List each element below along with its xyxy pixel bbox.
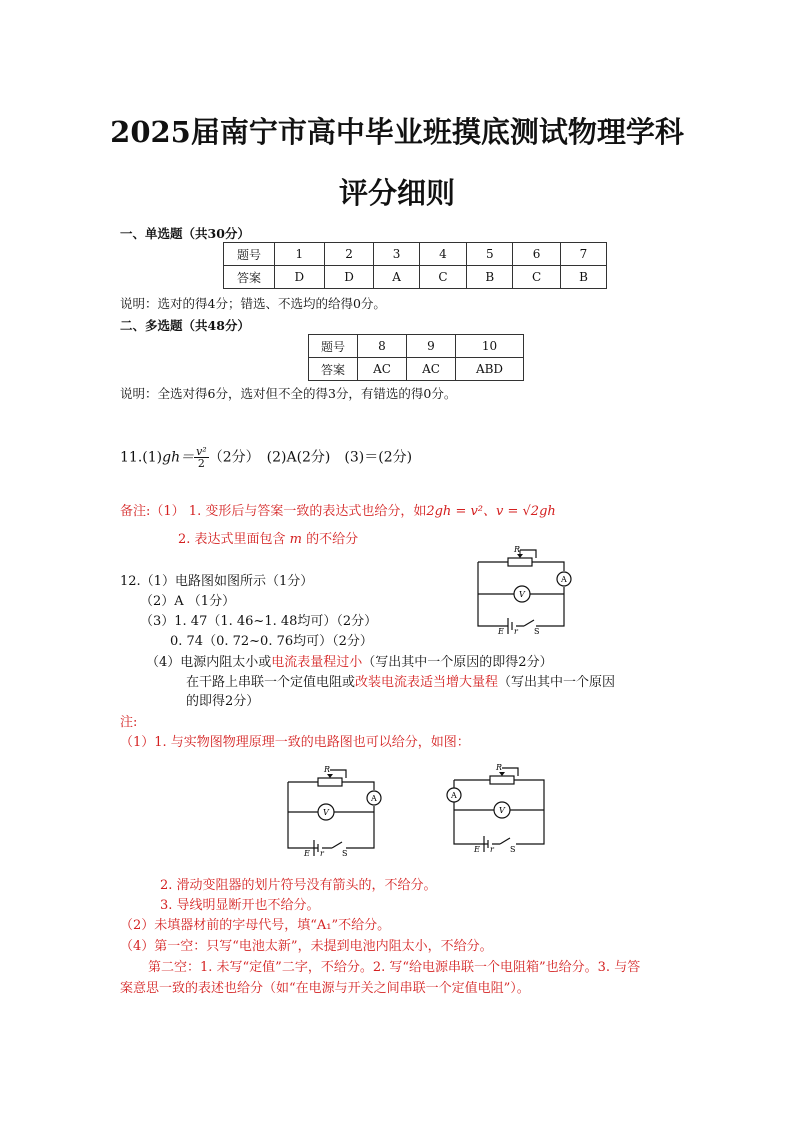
table-row (224, 243, 607, 266)
q12-line5-b: （写出其中一个原因的即得2分） (362, 655, 553, 670)
q12-line6-red: 改装电流表适当增大量程 (355, 675, 499, 690)
q12-line4: 0. 74（0. 72~0. 76均可）（2分） (170, 634, 373, 649)
notes-item-4: （2）未填器材前的字母代号，填“A₁”不给分。 (120, 918, 391, 933)
table-cell: 7 (560, 243, 606, 266)
q12-line6 (186, 671, 615, 690)
table-cell: 6 (513, 243, 561, 266)
switch-label: S (534, 627, 540, 636)
notes-item-3: 3. 导线明显断开也不给分。 (160, 898, 320, 913)
table-cell: B (560, 266, 606, 289)
emf-label: E (474, 845, 480, 854)
q11-remark1-text: 1. 变形后与答案一致的表达式也给分，如 (188, 504, 427, 519)
circuit-diagram-alt-1 (280, 760, 390, 860)
page-subtitle: 评分细则 (338, 176, 455, 210)
q12-line6-a: 在干路上串联一个定值电阻或 (186, 675, 356, 690)
circuit-diagram-main (468, 544, 578, 636)
section1-note: 说明：选对的得4分；错选、不选均的给得0分。 (120, 296, 386, 311)
internal-resistance-label: r (514, 627, 518, 636)
table-answer-label: 答案 (224, 266, 275, 289)
table-cell: C (419, 266, 467, 289)
circuit-r-label: R (496, 763, 503, 772)
table-cell: D (324, 266, 374, 289)
page-title: 2025届南宁市高中毕业班摸底测试物理学科 (110, 115, 684, 149)
q11-frac-den: 2 (197, 457, 205, 470)
q12-line5 (146, 651, 553, 670)
q11-rest: （2分） (2)A(2分) (3)＝(2分) (208, 449, 413, 466)
notes-item-1: （1）1. 与实物图物理原理一致的电路图也可以给分，如图： (120, 735, 470, 750)
ammeter-label: A (561, 575, 567, 584)
table-cell: AC (407, 358, 456, 381)
table-header-label: 题号 (309, 335, 358, 358)
circuit-r-label: R (514, 545, 521, 554)
voltmeter-label: V (499, 806, 505, 815)
table-cell: 1 (275, 243, 325, 266)
table-cell: 2 (324, 243, 374, 266)
table-cell: 9 (407, 335, 456, 358)
q11-remark1 (120, 500, 556, 519)
q11-remark2-pre: 2. 表达式里面包含 (178, 532, 290, 547)
notes-item-6: 第二空：1. 未写“定值”二字，不给分。2. 写“给电源串联一个电阻箱”也给分。3. 与答 (148, 960, 641, 975)
table-answer-label: 答案 (309, 358, 358, 381)
q12-line7: 的即得2分） (186, 694, 260, 709)
q11-remark2-var: m (289, 532, 302, 547)
q11-remark2-post: 的不给分 (302, 532, 359, 547)
q12-line5-red: 电流表量程过小 (271, 655, 363, 670)
q12-line2: （2）A （1分） (140, 594, 236, 609)
q11-remark-label: 备注:（1） (120, 504, 185, 519)
section1-heading: 一、单选题（共30分） (120, 226, 250, 241)
q11-lhs: gh＝ (162, 449, 195, 466)
section2-note: 说明：全选对得6分，选对但不全的得3分，有错选的得0分。 (120, 386, 457, 401)
notes-item-5: （4）第一空：只写“电池太新”，未提到电池内阻太小，不给分。 (120, 939, 493, 954)
table-row (309, 335, 524, 358)
table-cell: ABD (456, 358, 524, 381)
notes-item-2: 2. 滑动变阻器的划片符号没有箭头的，不给分。 (160, 878, 437, 893)
q12-line5-a: （4）电源内阻太小或 (146, 655, 272, 670)
internal-resistance-label: r (320, 849, 324, 858)
q12-line1: 12.（1）电路图如图所示（1分） (120, 574, 314, 589)
table-cell: B (467, 266, 513, 289)
q12-line3: （3）1. 47（1. 46~1. 48均可）（2分） (140, 614, 378, 629)
switch-label: S (510, 845, 516, 854)
table-cell: AC (358, 358, 407, 381)
emf-label: E (498, 627, 504, 636)
table-row (224, 266, 607, 289)
notes-label: 注: (120, 715, 138, 730)
emf-label: E (304, 849, 310, 858)
table-cell: 4 (419, 243, 467, 266)
ammeter-label: A (371, 794, 377, 803)
internal-resistance-label: r (490, 845, 494, 854)
notes-item-7: 案意思一致的表述也给分（如“在电源与开关之间串联一个定值电阻”）。 (120, 981, 530, 996)
switch-label: S (342, 849, 348, 858)
voltmeter-label: V (323, 808, 329, 817)
table-cell: D (275, 266, 325, 289)
table-cell: 5 (467, 243, 513, 266)
q11-fraction (194, 446, 209, 469)
multi-choice-table (308, 334, 524, 381)
table-cell: 3 (374, 243, 419, 266)
q11-prefix: 11.(1) (120, 449, 163, 466)
q11-frac-num: v² (196, 445, 207, 458)
q11-remark2 (178, 528, 358, 547)
q12-line6-b: （写出其中一个原因 (498, 675, 616, 690)
single-choice-table (223, 242, 607, 289)
voltmeter-label: V (519, 590, 525, 599)
table-cell: 10 (456, 335, 524, 358)
circuit-diagram-alt-2 (440, 758, 552, 858)
table-cell: A (374, 266, 419, 289)
table-cell: 8 (358, 335, 407, 358)
table-cell: C (513, 266, 561, 289)
ammeter-label: A (451, 791, 457, 800)
q11-answer (120, 446, 412, 469)
circuit-r-label: R (324, 765, 331, 774)
section2-heading: 二、多选题（共48分） (120, 318, 250, 333)
table-row (309, 358, 524, 381)
q11-remark1-formula: 2gh = v²、v = √2gh (426, 504, 556, 519)
table-header-label: 题号 (224, 243, 275, 266)
